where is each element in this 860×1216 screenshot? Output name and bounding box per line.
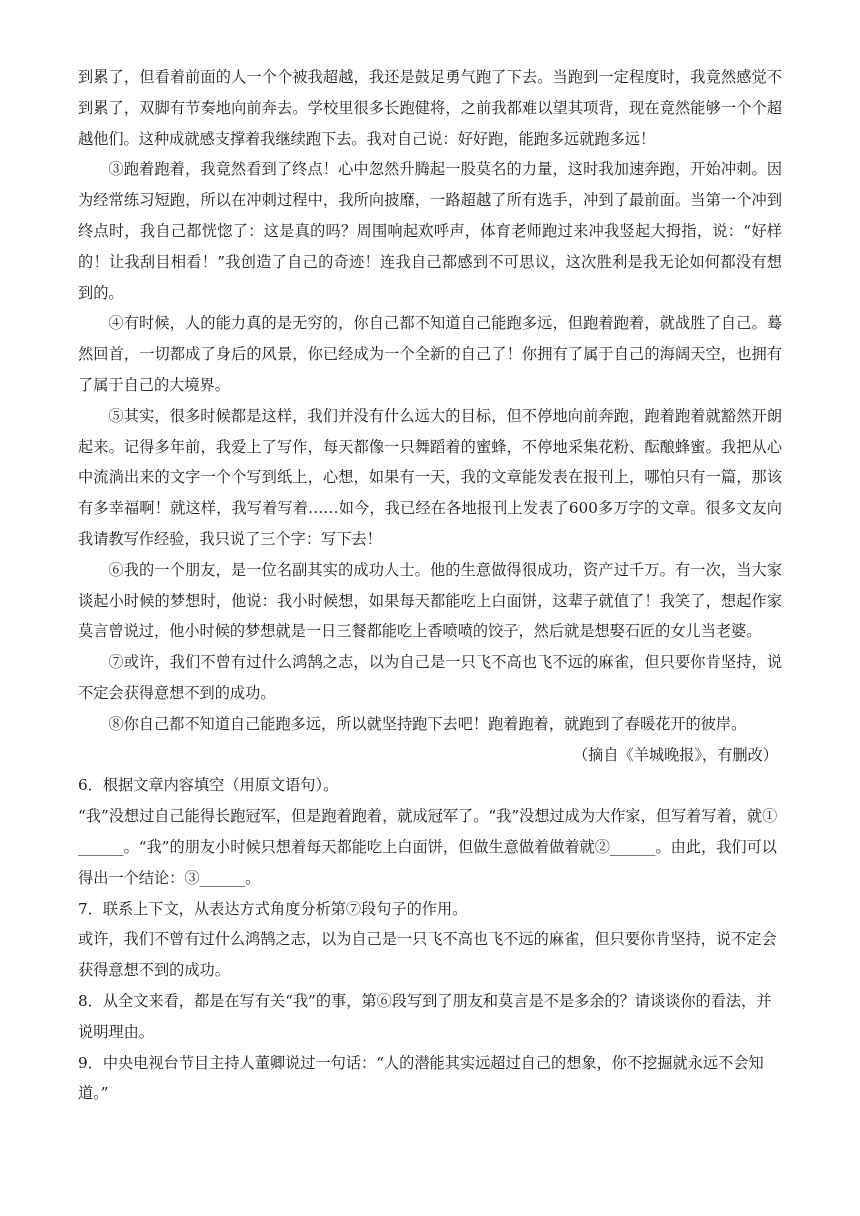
article-paragraph-6: ⑥我的一个朋友，是一位名副其实的成功人士。他的生意做得很成功，资产过千万。有一次，当大家谈起小时候的梦想时，他说：我小时候想，如果每天都能吃上白面饼，这辈子就值了！我笑了，想起作家莫言曾说过，他小时候的梦想就是一日三餐都能吃上香喷喷的饺子，然后就是想娶石匠的女儿当老婆。 [78, 560, 782, 641]
document-page [78, 62, 782, 1109]
q6-answer-blank-1[interactable]: ______ [78, 837, 124, 856]
article-paragraph-intro: 到累了，但看着前面的人一个个被我超越，我还是鼓足勇气跑了下去。当跑到一定程度时，我竟然感觉不到累了，双脚有节奏地向前奔去。学校里很多长跑健将，之前我都难以望其项背，现在竟然能够一个个超越他们。这种成就感支撑着我继续跑下去。我对自己说：好好跑，能跑多远就跑多远！ [78, 68, 782, 148]
question-7-title: 7．联系上下文，从表达方式角度分析第⑦段句子的作用。 [78, 899, 468, 918]
article-paragraph-8: ⑧你自己都不知道自己能跑多远，所以就坚持跑下去吧！跑着跑着，就跑到了春暖花开的彼岸。 [108, 714, 747, 733]
article-paragraph-4: ④有时候，人的能力真的是无穷的，你自己都不知道自己能跑多远，但跑着跑着，就战胜了自己。蓦然回首，一切都成了身后的风景，你已经成为一个全新的自己了！你拥有了属于自己的海阔天空，也拥有了属于自己的大境界。 [78, 314, 782, 394]
question-9: 9．中央电视台节目主持人董卿说过一句话：“人的潜能其实远超过自己的想象，你不挖掘就永远不会知道。” [78, 1053, 764, 1103]
q6-answer-blank-2[interactable]: ______ [609, 837, 656, 856]
question-8: 8．从全文来看，都是在写有关“我”的事，第⑥段写到了朋友和莫言是不是多余的？请谈谈你的看法，并说明理由。 [78, 991, 772, 1041]
q6-text-part2: 。“我”的朋友小时候只想着每天都能吃上白面饼，但做生意做着做着就② [123, 837, 610, 856]
q6-answer-blank-3[interactable]: ______ [199, 868, 246, 887]
q6-text-part4: 。 [245, 868, 261, 887]
article-paragraph-7: ⑦或许，我们不曾有过什么鸿鹄之志，以为自己是一只飞不高也飞不远的麻雀，但只要你肯坚持，说不定会获得意想不到的成功。 [78, 653, 782, 702]
question-6-body [78, 801, 782, 893]
article-source: （摘自《羊城晚报》，有删改） [572, 745, 778, 764]
question-7-quote: 或许，我们不曾有过什么鸿鹄之志，以为自己是一只飞不高也飞不远的麻雀，但只要你肯坚持，说不定会获得意想不到的成功。 [78, 930, 777, 980]
q6-text-part1: “我”没想过自己能得长跑冠军，但是跑着跑着，就成冠军了。“我”没想过成为大作家，但写着写着，就① [78, 807, 778, 826]
article-paragraph-5: ⑤其实，很多时候都是这样，我们并没有什么远大的目标，但不停地向前奔跑，跑着跑着就豁然开朗起来。记得多年前，我爱上了写作，每天都像一只舞蹈着的蜜蜂，不停地采集花粉、酝酿蜂蜜。我把从心中流淌出来的文字一个个写到纸上，心想，如果有一天，我的文章能发表在报刊上，哪怕只有一篇，那该有多幸福啊！就这样，我写着写着……如今，我已经在各地报刊上发表了600多万字的文章。很多文友向我请教写作经验，我只说了三个字：写下去！ [78, 406, 782, 548]
article-paragraph-3: ③跑着跑着，我竟然看到了终点！心中忽然升腾起一股莫名的力量，这时我加速奔跑，开始冲刺。因为经常练习短跑，所以在冲刺过程中，我所向披靡，一路超越了所有选手，冲到了最前面。当第一个冲到终点时，我自己都恍惚了：这是真的吗？周围响起欢呼声，体育老师跑过来冲我竖起大拇指，说：“好样的！让我刮目相看！”我创造了自己的奇迹！连我自己都感到不可思议，这次胜利是我无论如何都没有想到的。 [78, 160, 782, 302]
q6-text-part3: 。由此，我们可以得出一个结论：③ [78, 837, 777, 887]
question-6-title: 6．根据文章内容填空（用原文语句）。 [78, 776, 339, 795]
